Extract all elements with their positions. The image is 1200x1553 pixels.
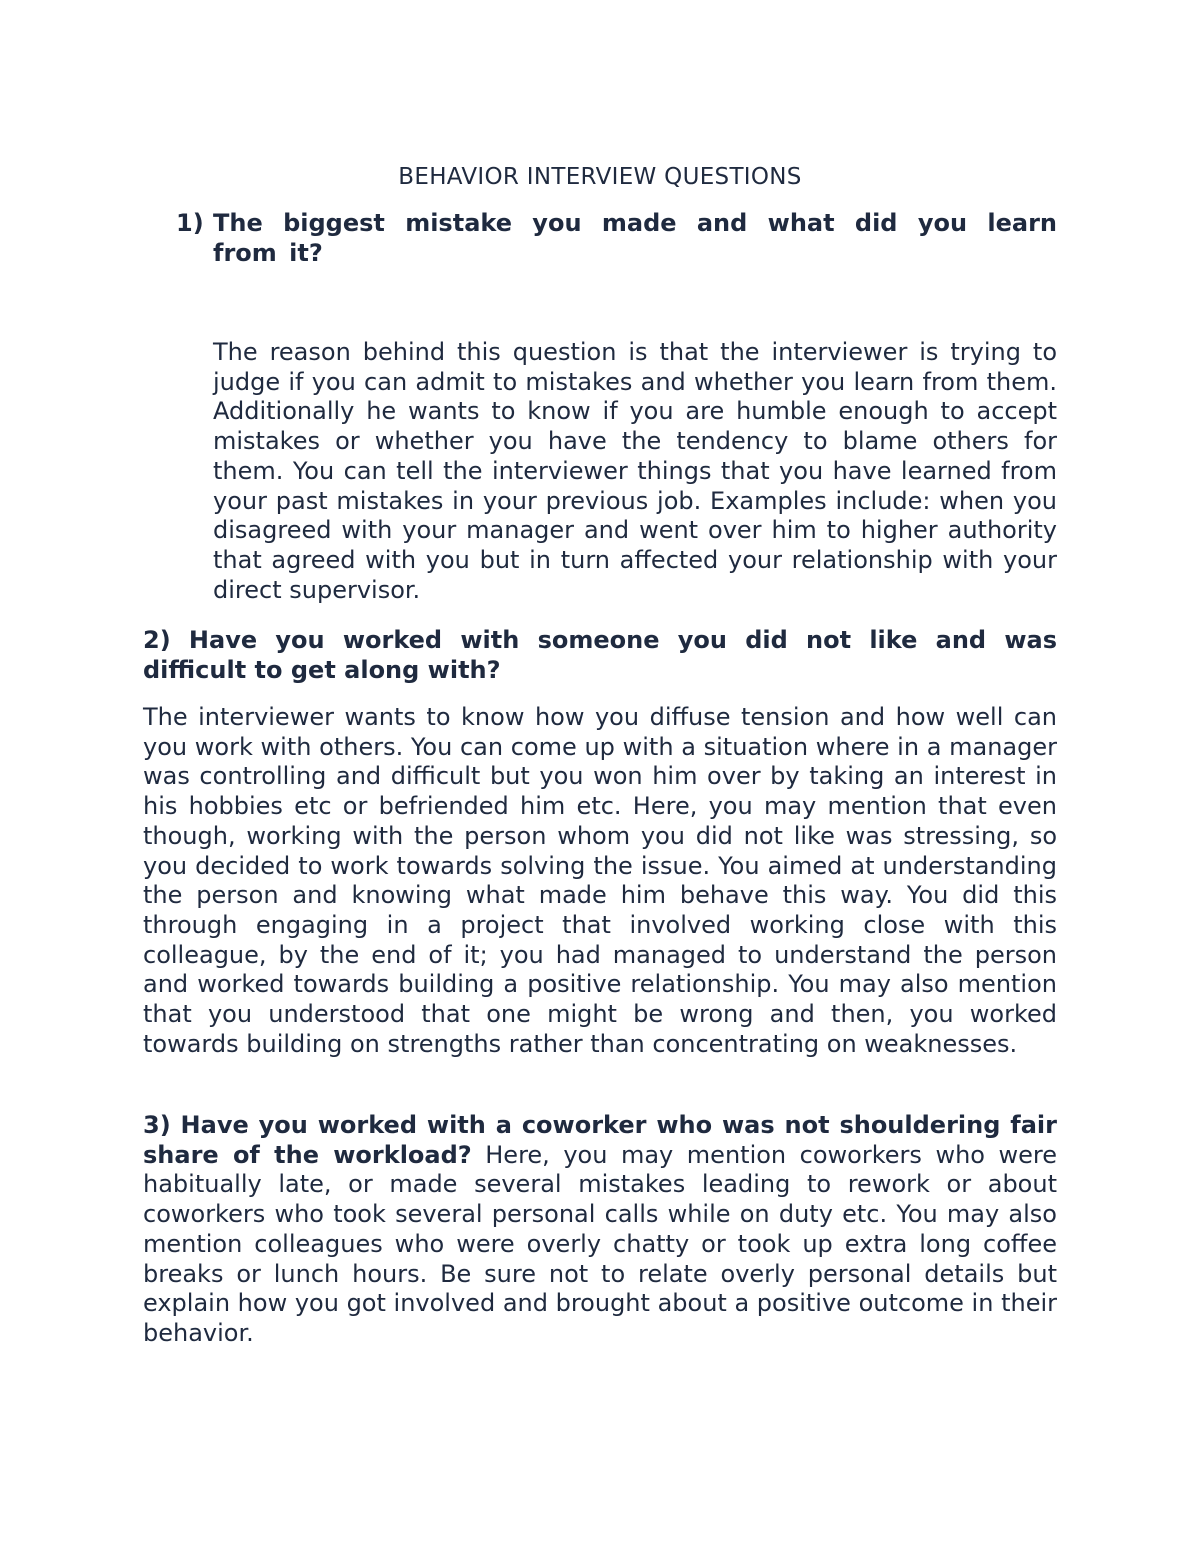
question-2-section [143, 625, 1057, 1059]
question-1-number: 1) [176, 209, 204, 237]
question-1-answer: The reason behind this question is that the interviewer is trying to judge if you can admit to mistakes and whether you learn from them. Additionally he wants to know if you are humble enough to accept mistakes or whether you have the tendency to blame others for them. You can tell the interviewer things that you have learned from your past mistakes in your previous job. Examples include: when you disagreed with your manager and went over him to higher authority that agreed with you but in turn affected your relationship with your direct supervisor. [213, 338, 1057, 604]
question-3-paragraph [143, 1111, 1057, 1349]
question-3-heading: 3) Have you worked with a coworker who was not shouldering fair share of the workload? [143, 1111, 1057, 1169]
question-3-section [143, 1111, 1057, 1349]
question-2-answer: The interviewer wants to know how you diffuse tension and how well can you work with others. You can come up with a situation where in a manager was controlling and difficult but you won him over by taking an interest in his hobbies etc or befriended him etc. Here, you may mention that even though, working with the person whom you did not like was stressing, so you decided to work towards solving the issue. You aimed at understanding the person and knowing what made him behave this way. You did this through engaging in a project that involved working close with this colleague, by the end of it; you had managed to understand the person and worked towards building a positive relationship. You may also mention that you understood that one might be wrong and then, you worked towards building on strengths rather than concentrating on weaknesses. [143, 703, 1057, 1058]
question-3-answer: Here, you may mention coworkers who were habitually late, or made several mistakes leading to rework or about coworkers who took several personal calls while on duty etc. You may also mention colleagues who were overly chatty or took up extra long coffee breaks or lunch hours. Be sure not to relate overly personal details but explain how you got involved and brought about a positive outcome in their behavior. [143, 1140, 1057, 1347]
question-1-section [143, 208, 1057, 605]
document-title: BEHAVIOR INTERVIEW QUESTIONS [398, 164, 802, 190]
question-2-heading: 2) Have you worked with someone you did not like and was difficult to get along with? [143, 626, 1057, 684]
question-1-heading: The biggest mistake you made and what did you learn from it? [213, 209, 1057, 267]
